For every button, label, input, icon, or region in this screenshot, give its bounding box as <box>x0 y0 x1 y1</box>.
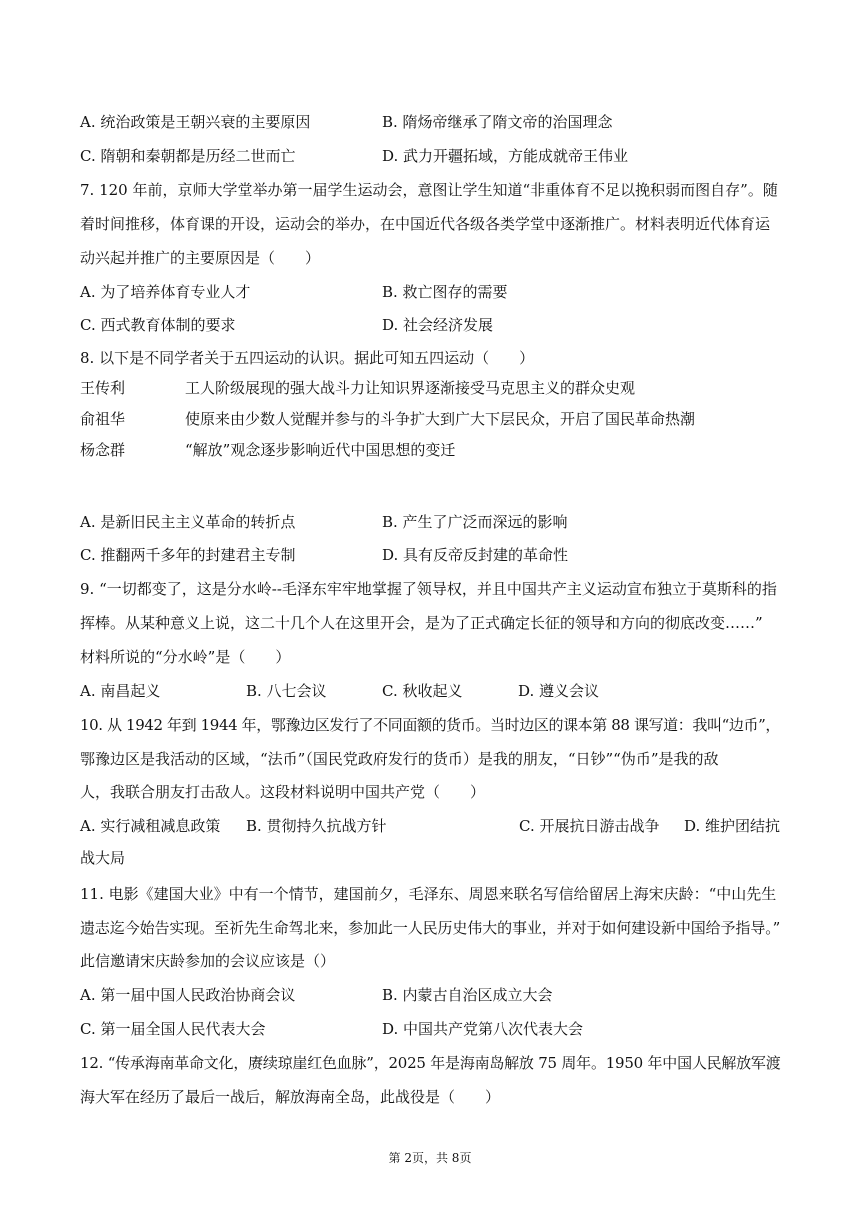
q12-stem-line-1: 12. “传承海南革命文化，赓续琼崖红色血脉”，2025 年是海南岛解放 75 周年。1950 年中国人民解放军渡 <box>80 1054 781 1072</box>
page-footer: 第 2页，共 8页 <box>388 1151 472 1165</box>
q6-option-b: B. 隋炀帝继承了隋文帝的治国理念 <box>382 113 613 131</box>
q8-table-name: 俞祖华 <box>80 410 126 428</box>
q8-table-name: 王传利 <box>80 379 126 397</box>
q8-table-name: 杨念群 <box>80 441 126 459</box>
q11-option-b: B. 内蒙古自治区成立大会 <box>382 986 553 1004</box>
q7-option-d: D. 社会经济发展 <box>382 316 494 334</box>
q8-option-a: A. 是新旧民主主义革命的转折点 <box>80 513 296 531</box>
q10-option-d-wrap: 战大局 <box>80 849 126 867</box>
q9-option-b: B. 八七会议 <box>246 682 327 700</box>
q11-stem-line-2: 遗志迄今始告实现。至祈先生命驾北来，参加此一人民历史伟大的事业，并对于如何建设新中国给予指导。” <box>80 919 781 937</box>
q8-option-b: B. 产生了广泛而深远的影响 <box>382 513 568 531</box>
q9-option-d: D. 遵义会议 <box>518 682 600 700</box>
q8-option-c: C. 推翻两千多年的封建君主专制 <box>80 546 296 564</box>
q9-stem-line-2: 挥棒。从某种意义上说，这二十几个人在这里开会，是为了正式确定长征的领导和方向的彻底改变……” <box>80 614 763 632</box>
q10-stem-line-2: 鄂豫边区是我活动的区域，“法币”（国民党政府发行的货币）是我的朋友，“日钞”“伪币”是我的敌 <box>80 750 719 768</box>
q8-stem: 8. 以下是不同学者关于五四运动的认识。据此可知五四运动（ ） <box>80 349 535 367</box>
q11-stem-line-3: 此信邀请宋庆龄参加的会议应该是（） <box>80 952 336 970</box>
q11-option-d: D. 中国共产党第八次代表大会 <box>382 1020 584 1038</box>
q9-stem-line-1: 9. “一切都变了，这是分水岭--毛泽东牢牢地掌握了领导权，并且中国共产主义运动宣布独立于莫斯科的指 <box>80 580 777 598</box>
q9-option-a: A. 南昌起义 <box>80 682 161 700</box>
q10-stem-line-1: 10. 从 1942 年到 1944 年，鄂豫边区发行了不同面额的货币。当时边区的课本第 88 课写道：我叫“边币”， <box>80 716 781 734</box>
q11-stem-line-1: 11. 电影《建国大业》中有一个情节，建国前夕，毛泽东、周恩来联名写信给留居上海宋庆龄：“中山先生 <box>80 885 777 903</box>
q12-stem-line-2: 海大军在经历了最后一战后，解放海南全岛，此战役是（ ） <box>80 1088 501 1106</box>
q9-option-c: C. 秋收起义 <box>382 682 463 700</box>
q10-option-d: D. 维护团结抗 <box>684 817 781 835</box>
q11-option-c: C. 第一届全国人民代表大会 <box>80 1020 266 1038</box>
q9-stem-line-3: 材料所说的“分水岭”是（ ） <box>80 648 291 666</box>
q8-table-text: 工人阶级展现的强大战斗力让知识界逐渐接受马克思主义的群众史观 <box>185 379 636 397</box>
q7-stem-line-2: 着时间推移，体育课的开设，运动会的举办，在中国近代各级各类学堂中逐渐推广。材料表明近代体育运 <box>80 215 771 233</box>
q6-option-d: D. 武力开疆拓域，方能成就帝王伟业 <box>382 147 629 165</box>
q10-option-a: A. 实行减租减息政策 <box>80 817 221 835</box>
q7-stem-line-3: 动兴起并推广的主要原因是（ ） <box>80 249 321 267</box>
q10-option-b: B. 贯彻持久抗战方针 <box>246 817 387 835</box>
q11-option-a: A. 第一届中国人民政治协商会议 <box>80 986 296 1004</box>
q8-option-d: D. 具有反帝反封建的革命性 <box>382 546 569 564</box>
q6-option-c: C. 隋朝和秦朝都是历经二世而亡 <box>80 147 296 165</box>
q7-stem-line-1: 7. 120 年前，京师大学堂举办第一届学生运动会，意图让学生知道“非重体育不足以挽积弱而图自存”。随 <box>80 181 778 199</box>
q7-option-a: A. 为了培养体育专业人才 <box>80 283 251 301</box>
q10-option-c: C. 开展抗日游击战争 <box>519 817 660 835</box>
q7-option-b: B. 救亡图存的需要 <box>382 283 508 301</box>
q8-table-text: “解放”观念逐步影响近代中国思想的变迁 <box>185 441 456 459</box>
q8-table-text: 使原来由少数人觉醒并参与的斗争扩大到广大下层民众，开启了国民革命热潮 <box>185 410 696 428</box>
q7-option-c: C. 西式教育体制的要求 <box>80 316 236 334</box>
q10-stem-line-3: 人，我联合朋友打击敌人。这段材料说明中国共产党（ ） <box>80 783 486 801</box>
q6-option-a: A. 统治政策是王朝兴衰的主要原因 <box>80 113 311 131</box>
